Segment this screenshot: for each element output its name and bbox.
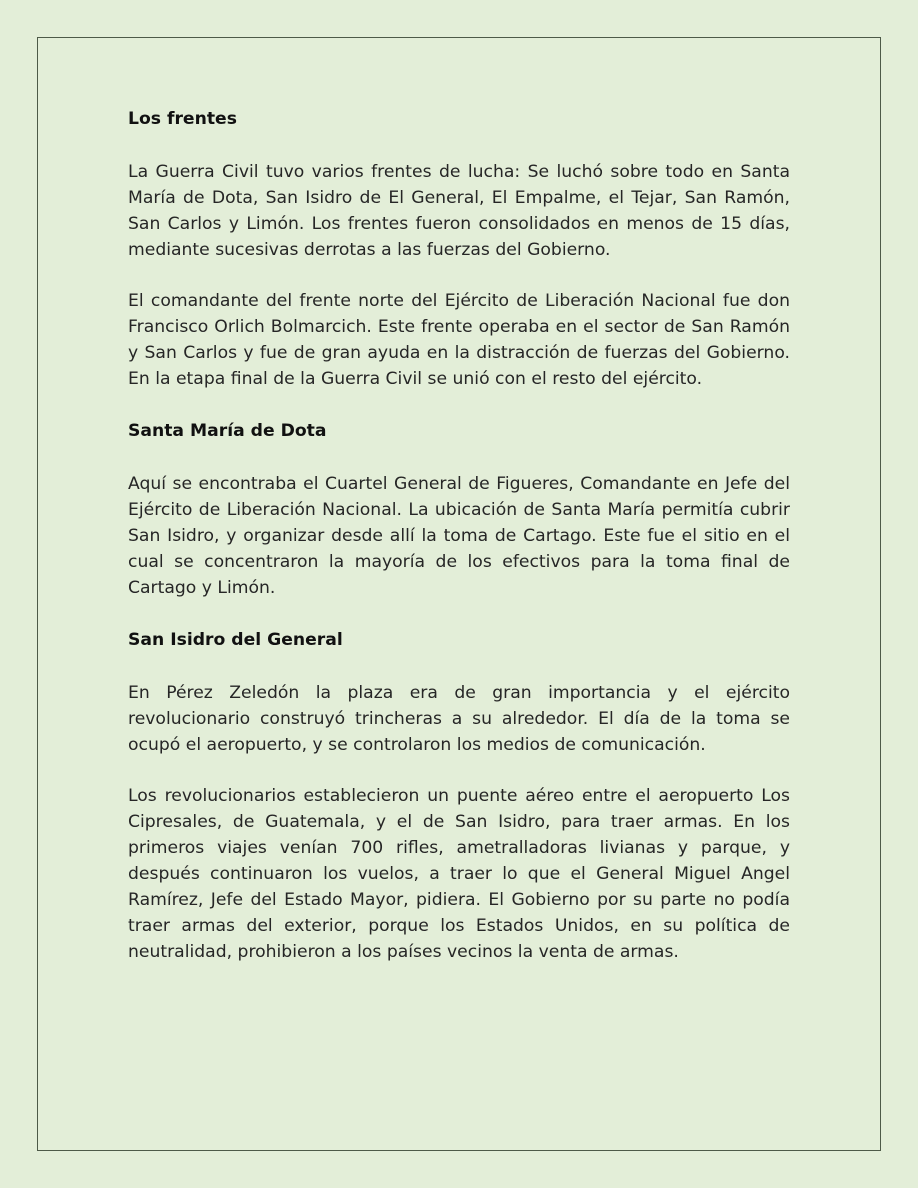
section-heading-santa-maria-de-dota: Santa María de Dota [128, 421, 327, 441]
section-heading-san-isidro-del-general: San Isidro del General [128, 630, 343, 650]
section-heading-los-frentes: Los frentes [128, 109, 237, 129]
paragraph-dota-1: Aquí se encontraba el Cuartel General de Figueres, Comandante en Jefe del Ejército de Liberación Nacional. La ubicación de Santa María permitía cubrir San Isidro, y organizar desde allí la toma de Cartago. Este fue el sitio en el cual se concentraron la mayoría de los efectivos para la toma final de Cartago y Limón. [128, 474, 790, 598]
document-body [128, 105, 790, 965]
paragraph-san-isidro-2: Los revolucionarios establecieron un puente aéreo entre el aeropuerto Los Cipresales, de Guatemala, y el de San Isidro, para traer armas. En los primeros viajes venían 700 rifles, ametralladoras livianas y parque, y después continuaron los vuelos, a traer lo que el General Miguel Angel Ramírez, Jefe del Estado Mayor, pidiera. El Gobierno por su parte no podía traer armas del exterior, porque los Estados Unidos, en su política de neutralidad, prohibieron a los países vecinos la venta de armas. [128, 786, 790, 962]
paragraph-san-isidro-1: En Pérez Zeledón la plaza era de gran importancia y el ejército revolucionario construyó trincheras a su alrededor. El día de la toma se ocupó el aeropuerto, y se controlaron los medios de comunicación. [128, 683, 790, 755]
paragraph-frentes-2: El comandante del frente norte del Ejército de Liberación Nacional fue don Francisco Orlich Bolmarcich. Este frente operaba en el sector de San Ramón y San Carlos y fue de gran ayuda en la distracción de fuerzas del Gobierno. En la etapa final de la Guerra Civil se unió con el resto del ejército. [128, 291, 790, 389]
paragraph-frentes-1: La Guerra Civil tuvo varios frentes de lucha: Se luchó sobre todo en Santa María de Dota, San Isidro de El General, El Empalme, el Tejar, San Ramón, San Carlos y Limón. Los frentes fueron consolidados en menos de 15 días, mediante sucesivas derrotas a las fuerzas del Gobierno. [128, 162, 790, 260]
